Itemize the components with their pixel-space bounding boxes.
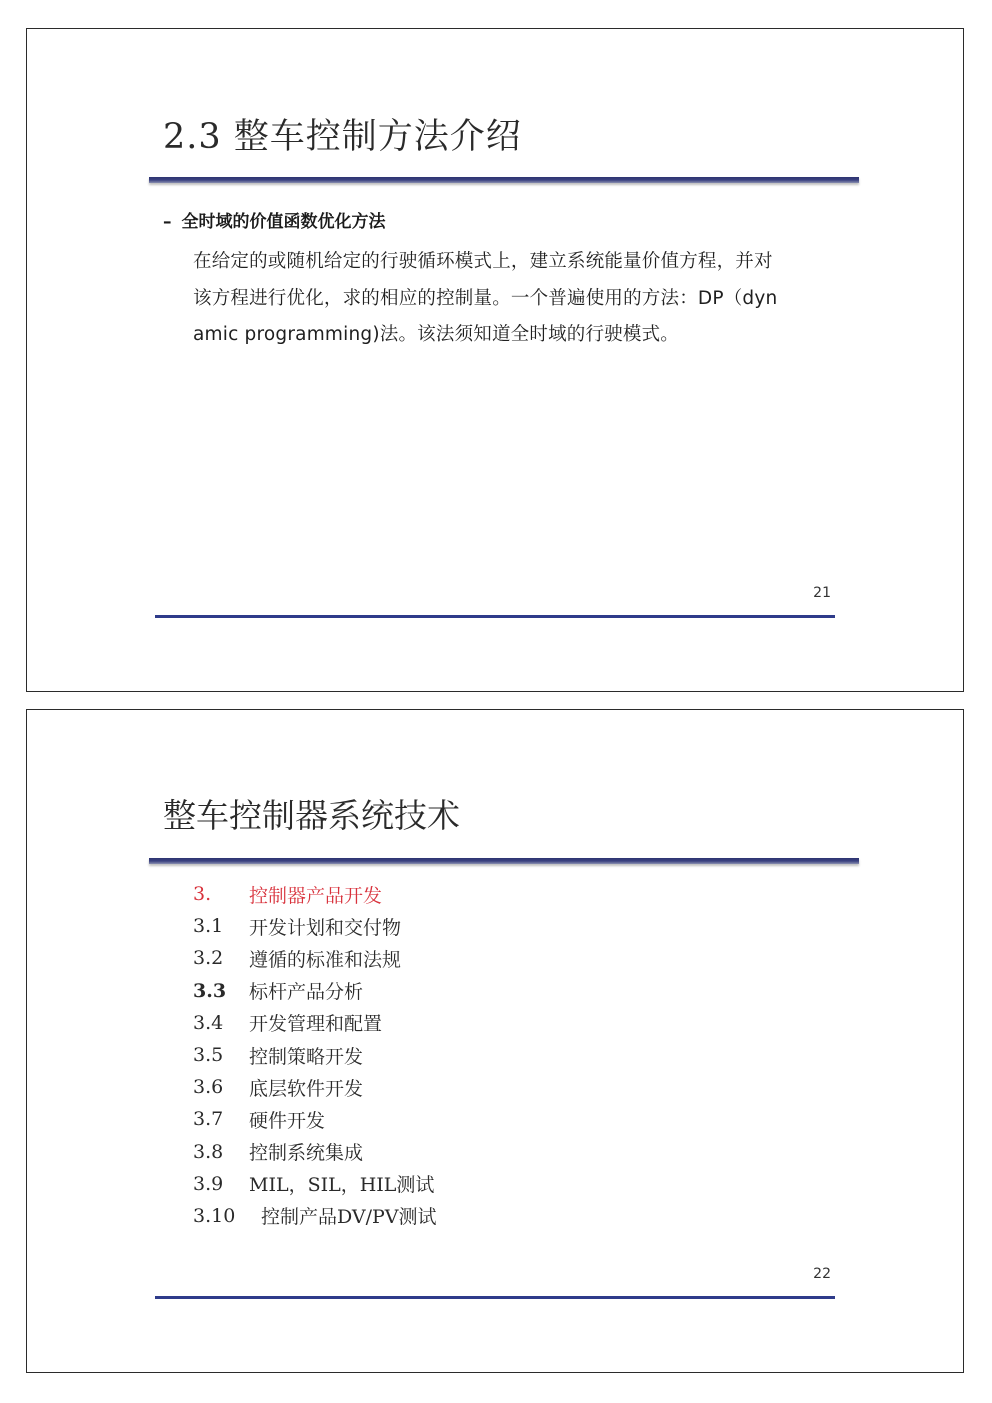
toc-item — [193, 1103, 437, 1135]
bullet-dash: – — [163, 212, 172, 232]
slide-22 — [26, 709, 964, 1373]
toc-item-number: 3.1 — [193, 915, 224, 938]
footer-rule — [155, 1296, 835, 1299]
title-underline — [149, 177, 859, 183]
toc-item-number: 3.10 — [193, 1204, 236, 1227]
title-underline — [149, 858, 859, 864]
bullet-heading-text: 全时域的价值函数优化方法 — [181, 212, 386, 232]
toc-item-number: 3.6 — [193, 1076, 224, 1099]
toc-item — [193, 942, 437, 974]
toc-item-label: 遵循的标准和法规 — [249, 948, 402, 971]
toc-item-label: 开发计划和交付物 — [249, 916, 402, 939]
toc-item-label: 硬件开发 — [249, 1109, 326, 1132]
body-text-line: amic programming)法。该法须知道全时域的行驶模式。 — [193, 324, 679, 345]
page-number: 22 — [813, 1266, 831, 1282]
toc-item-number: 3.9 — [193, 1172, 224, 1195]
bullet-heading — [163, 207, 386, 232]
toc-list — [193, 878, 437, 1232]
page-number: 21 — [813, 585, 831, 601]
toc-item — [193, 1039, 437, 1071]
toc-item-number: 3.8 — [193, 1140, 224, 1163]
toc-item-number: 3.5 — [193, 1044, 224, 1067]
toc-item-number: 3.7 — [193, 1108, 224, 1131]
toc-item-label: 控制器产品开发 — [249, 884, 383, 907]
footer-rule — [155, 615, 835, 618]
toc-item-label: MIL，SIL，HIL测试 — [249, 1174, 435, 1197]
toc-item-number: 3.3 — [193, 979, 227, 1002]
toc-item-number: 3. — [193, 883, 212, 906]
toc-item — [193, 1168, 437, 1200]
toc-item-number: 3.4 — [193, 1011, 224, 1034]
toc-item — [193, 975, 437, 1007]
toc-item-label: 控制策略开发 — [249, 1045, 364, 1068]
toc-item-label: 标杆产品分析 — [249, 981, 364, 1004]
body-text-line: 在给定的或随机给定的行驶循环模式上，建立系统能量价值方程，并对 — [193, 251, 773, 272]
toc-item — [193, 1071, 437, 1103]
toc-item — [193, 1200, 437, 1232]
slide-title: 整车控制器系统技术 — [163, 796, 460, 835]
toc-item-label: 底层软件开发 — [249, 1077, 364, 1100]
toc-item-label: 控制产品DV/PV测试 — [261, 1206, 437, 1229]
slide-21 — [26, 28, 964, 692]
toc-item — [193, 910, 437, 942]
toc-item-number: 3.2 — [193, 947, 224, 970]
body-text-line: 该方程进行优化，求的相应的控制量。一个普遍使用的方法：DP（dyn — [193, 288, 778, 309]
slide-title: 2.3 整车控制方法介绍 — [163, 117, 522, 157]
toc-item — [193, 1007, 437, 1039]
toc-item — [193, 878, 437, 910]
toc-item — [193, 1136, 437, 1168]
toc-item-label: 控制系统集成 — [249, 1142, 364, 1165]
toc-item-label: 开发管理和配置 — [249, 1013, 383, 1036]
